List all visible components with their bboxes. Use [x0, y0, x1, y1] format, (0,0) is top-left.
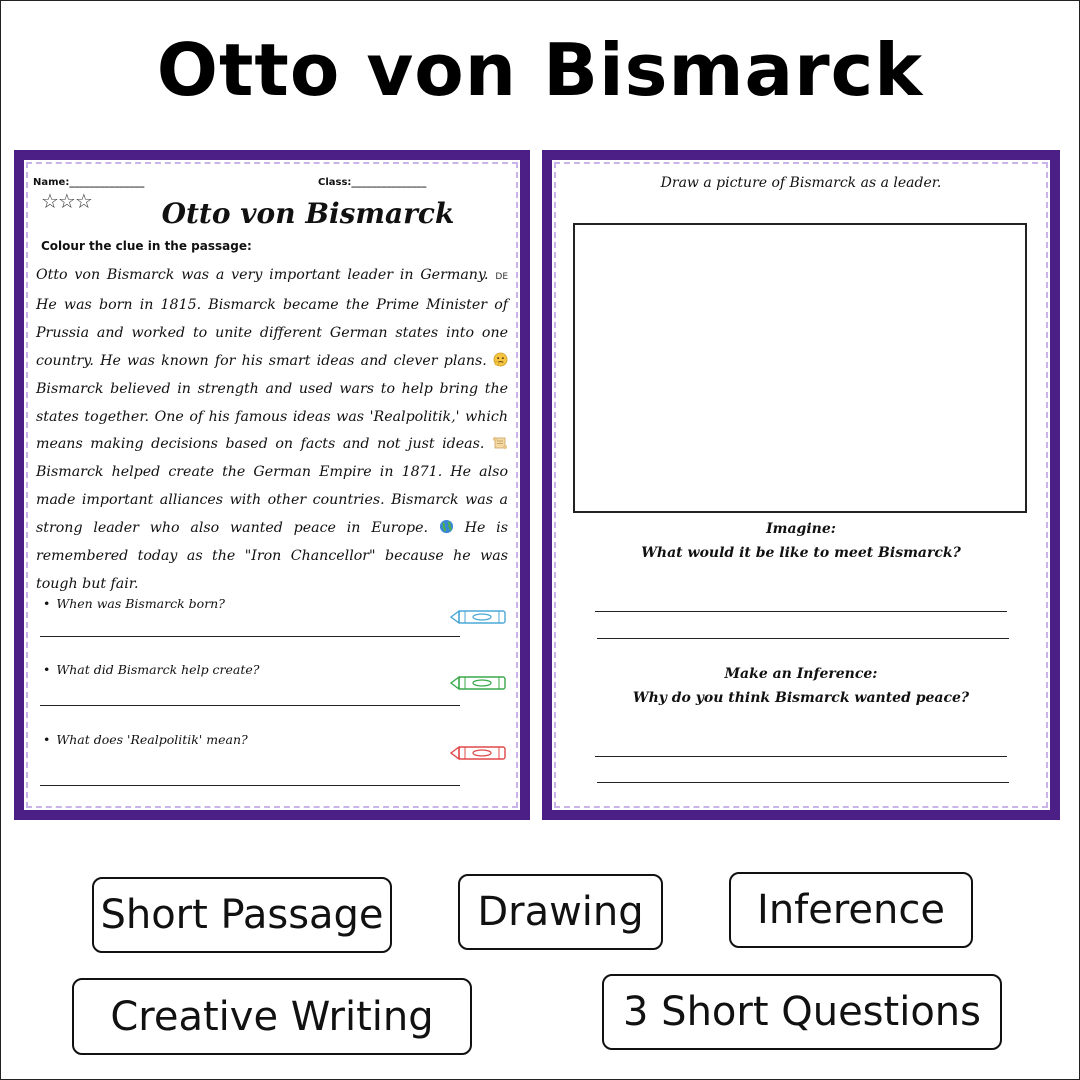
passage-sentence: He was born in 1815. Bismarck became the Prime Minister of Prussia and worked to unite different German states into one country. He was known for his smart ideas and clever plans. — [36, 296, 508, 369]
tag-drawing: Drawing — [458, 874, 663, 950]
class-field-label: Class:_______________ — [318, 177, 427, 188]
drawing-box[interactable] — [573, 223, 1027, 513]
worksheet-title: Otto von Bismarck — [161, 197, 455, 230]
question-3 — [43, 732, 248, 747]
imagine-question: What would it be like to meet Bismarck? — [641, 545, 961, 561]
bullet: • — [43, 662, 51, 677]
germany-flag-icon: DE — [495, 272, 509, 282]
tag-3-short-questions: 3 Short Questions — [602, 974, 1002, 1050]
worksheet-page — [23, 159, 521, 811]
answer-line[interactable] — [597, 782, 1009, 783]
answer-line[interactable] — [40, 705, 460, 706]
answer-line[interactable] — [597, 638, 1009, 639]
worksheet-drawing-preview — [542, 150, 1060, 820]
tag-creative-writing: Creative Writing — [72, 978, 472, 1055]
instruction-text: Colour the clue in the passage: — [41, 239, 252, 253]
question-text: When was Bismarck born? — [56, 596, 225, 611]
inference-question: Why do you think Bismarck wanted peace? — [632, 690, 970, 706]
drawing-prompt: Draw a picture of Bismarck as a leader. — [660, 175, 942, 191]
bullet: • — [43, 732, 51, 747]
inference-label: Make an Inference: — [724, 666, 878, 682]
question-1 — [43, 596, 225, 611]
tag-inference: Inference — [729, 872, 973, 948]
passage-sentence: Bismarck believed in strength and used wars to help bring the states together. One of his famous ideas was 'Realpolitik,' which means making decisions based on facts and not just ideas. — [36, 380, 508, 453]
tag-short-passage: Short Passage — [92, 877, 392, 953]
thinking-face-icon — [493, 354, 508, 368]
main-title: Otto von Bismarck — [156, 28, 924, 112]
question-2 — [43, 662, 260, 677]
rating-stars-icon: ☆☆☆ — [41, 189, 92, 213]
passage-sentence: Otto von Bismarck was a very important leader in Germany. — [36, 267, 489, 283]
worksheet-page — [551, 159, 1051, 811]
answer-line[interactable] — [595, 756, 1007, 757]
worksheet-passage-preview — [14, 150, 530, 820]
reading-passage — [36, 262, 508, 599]
imagine-label: Imagine: — [766, 521, 836, 537]
question-text: What did Bismarck help create? — [56, 662, 260, 677]
green-crayon-icon — [449, 675, 509, 691]
answer-line[interactable] — [40, 785, 460, 786]
red-crayon-icon — [449, 745, 509, 761]
scroll-icon — [492, 437, 508, 451]
globe-icon — [439, 521, 454, 535]
passage-sentence: Bismarck helped create the German Empire in 1871. He also made important alliances with other countries. Bismarck was a strong leader who also wanted peace in Europe. — [36, 464, 508, 537]
bullet: • — [43, 596, 51, 611]
passage-sentence: He is remembered today as the "Iron Chancellor" because he was tough but fair. — [36, 520, 508, 592]
blue-crayon-icon — [449, 609, 509, 625]
name-field-label: Name:_______________ — [33, 177, 145, 188]
question-text: What does 'Realpolitik' mean? — [56, 732, 248, 747]
answer-line[interactable] — [595, 611, 1007, 612]
answer-line[interactable] — [40, 636, 460, 637]
